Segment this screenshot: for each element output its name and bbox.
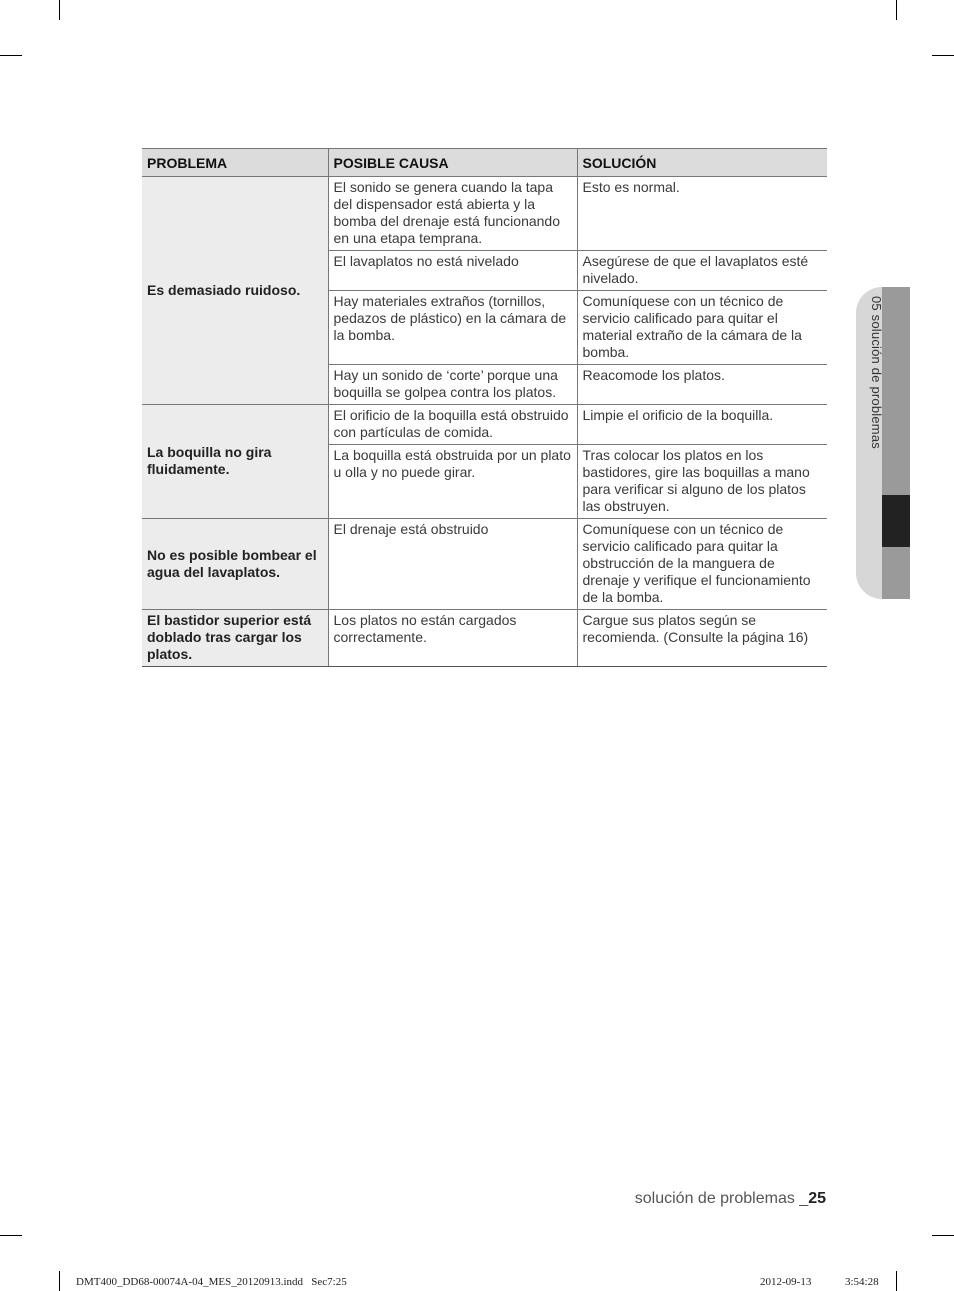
cause-cell: Hay un sonido de ‘corte’ porque una boquilla se golpea contra los platos. <box>328 365 577 405</box>
header-solucion: SOLUCIÓN <box>577 149 827 177</box>
crop-mark <box>59 0 60 20</box>
solution-cell: Esto es normal. <box>577 177 827 251</box>
table-row <box>142 610 827 667</box>
chapter-tab-stripe <box>882 287 910 599</box>
imprint-time: 3:54:28 <box>845 1276 879 1288</box>
cause-cell: Los platos no están cargados correctamente. <box>328 610 577 667</box>
solution-cell: Comuníquese con un técnico de servicio calificado para quitar el material extraño de la cámara de la bomba. <box>577 291 827 365</box>
page-footer <box>635 1190 826 1208</box>
cause-cell: La boquilla está obstruida por un plato u olla y no puede girar. <box>328 445 577 519</box>
problem-cell: El bastidor superior está doblado tras cargar los platos. <box>142 610 328 667</box>
table-row <box>142 405 827 445</box>
table-row <box>142 519 827 610</box>
crop-mark <box>932 55 954 56</box>
solution-cell: Limpie el orificio de la boquilla. <box>577 405 827 445</box>
problem-cell: Es demasiado ruidoso. <box>142 177 328 405</box>
solution-cell: Cargue sus platos según se recomienda. (Consulte la página 16) <box>577 610 827 667</box>
solution-cell: Asegúrese de que el lavaplatos esté nivelado. <box>577 251 827 291</box>
chapter-tab-marker <box>882 495 910 547</box>
crop-mark <box>0 55 22 56</box>
cause-cell: El drenaje está obstruido <box>328 519 577 610</box>
troubleshooting-table <box>142 148 827 667</box>
page-number: 25 <box>808 1190 826 1207</box>
table-row <box>142 177 827 251</box>
solution-cell: Reacomode los platos. <box>577 365 827 405</box>
imprint-date: 2012-09-13 <box>760 1276 812 1288</box>
crop-mark <box>0 1235 22 1236</box>
header-problema: PROBLEMA <box>142 149 328 177</box>
cause-cell: El lavaplatos no está nivelado <box>328 251 577 291</box>
table-header-row <box>142 149 827 177</box>
crop-mark <box>896 1271 897 1291</box>
imprint-file: DMT400_DD68-00074A-04_MES_20120913.indd Sec7:25 <box>76 1276 347 1288</box>
crop-mark <box>932 1235 954 1236</box>
cause-cell: Hay materiales extraños (tornillos, pedazos de plástico) en la cámara de la bomba. <box>328 291 577 365</box>
footer-section: solución de problemas _ <box>634 1190 809 1207</box>
chapter-tab-label: 05 solución de problemas <box>869 296 884 449</box>
crop-mark <box>896 0 897 20</box>
solution-cell: Tras colocar los platos en los bastidores, gire las boquillas a mano para verificar si alguno de los platos las obstruyen. <box>577 445 827 519</box>
header-posible-causa: POSIBLE CAUSA <box>328 149 577 177</box>
solution-cell: Comuníquese con un técnico de servicio calificado para quitar la obstrucción de la manguera de drenaje y verifique el funcionamiento de la bomba. <box>577 519 827 610</box>
problem-cell: No es posible bombear el agua del lavaplatos. <box>142 519 328 610</box>
problem-cell: La boquilla no gira fluidamente. <box>142 405 328 519</box>
crop-mark <box>59 1271 60 1291</box>
cause-cell: El sonido se genera cuando la tapa del dispensador está abierta y la bomba del drenaje está funcionando en una etapa temprana. <box>328 177 577 251</box>
cause-cell: El orificio de la boquilla está obstruido con partículas de comida. <box>328 405 577 445</box>
